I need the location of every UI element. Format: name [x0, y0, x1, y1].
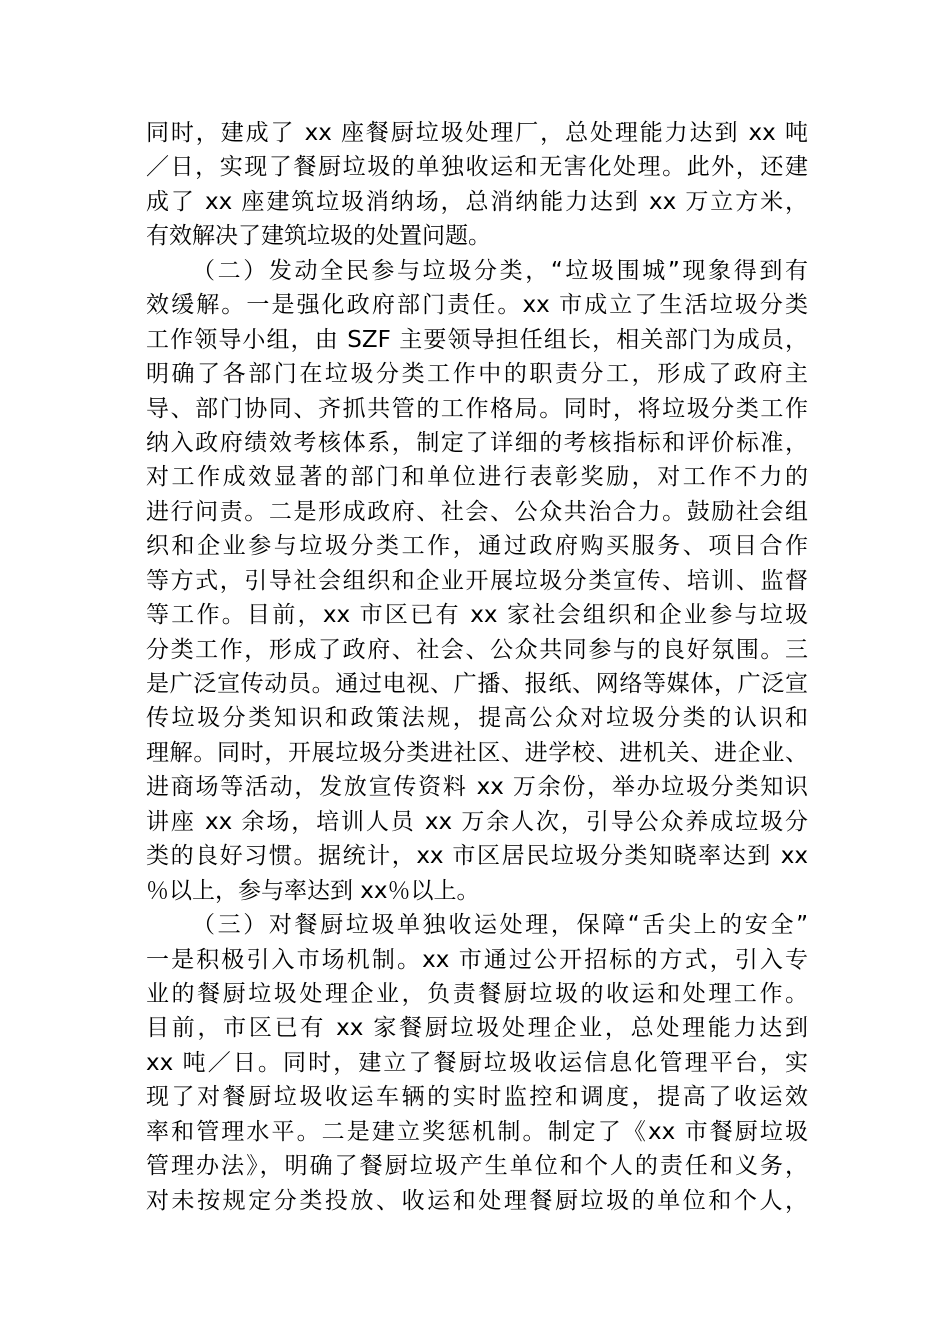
text-line: 织和企业参与垃圾分类工作，通过政府购买服务、项目合作	[146, 533, 808, 560]
text-line: 成了 xx 座建筑垃圾消纳场，总消纳能力达到 xx 万立方米，	[146, 188, 808, 215]
text-line: 分类工作，形成了政府、社会、公众共同参与的良好氛围。三	[146, 636, 808, 663]
text-line: 一是积极引入市场机制。xx 市通过公开招标的方式，引入专	[146, 946, 808, 973]
text-line: 目前，市区已有 xx 家餐厨垃圾处理企业，总处理能力达到	[146, 1015, 808, 1042]
text-line: 现了对餐厨垃圾收运车辆的实时监控和调度，提高了收运效	[146, 1084, 808, 1111]
text-line: 讲座 xx 余场，培训人员 xx 万余人次，引导公众养成垃圾分	[146, 808, 808, 835]
text-line: 进商场等活动，发放宣传资料 xx 万余份，举办垃圾分类知识	[146, 774, 808, 801]
text-line: 业的餐厨垃圾处理企业，负责餐厨垃圾的收运和处理工作。	[146, 980, 808, 1007]
paragraph-3	[146, 908, 808, 1218]
text-line: xx 吨／日。同时，建立了餐厨垃圾收运信息化管理平台，实	[146, 1049, 808, 1076]
paragraph-2	[146, 254, 808, 908]
section-heading-line: （二）发动全民参与垃圾分类，“垃圾围城”现象得到有	[192, 257, 808, 284]
text-line: 同时，建成了 xx 座餐厨垃圾处理厂，总处理能力达到 xx 吨	[146, 120, 808, 146]
text-line: 有效解决了建筑垃圾的处置问题。	[146, 223, 491, 250]
text-line: 工作领导小组，由 SZF 主要领导担任组长，相关部门为成员，	[146, 326, 808, 353]
text-line: 对工作成效显著的部门和单位进行表彰奖励，对工作不力的	[146, 464, 808, 491]
text-line: 对未按规定分类投放、收运和处理餐厨垃圾的单位和个人，	[146, 1187, 808, 1214]
text-line: 效缓解。一是强化政府部门责任。xx 市成立了生活垃圾分类	[146, 292, 808, 319]
text-line: 等方式，引导社会组织和企业开展垃圾分类宣传、培训、监督	[146, 567, 808, 594]
document-page	[146, 116, 808, 1218]
text-line: 等工作。目前，xx 市区已有 xx 家社会组织和企业参与垃圾	[146, 602, 808, 629]
text-line: 率和管理水平。二是建立奖惩机制。制定了《xx 市餐厨垃圾	[146, 1118, 808, 1145]
text-line: 进行问责。二是形成政府、社会、公众共治合力。鼓励社会组	[146, 498, 808, 525]
paragraph-1	[146, 116, 808, 254]
text-line: 是广泛宣传动员。通过电视、广播、报纸、网络等媒体，广泛宣	[146, 671, 808, 697]
text-line: ／日，实现了餐厨垃圾的单独收运和无害化处理。此外，还建	[146, 154, 808, 181]
text-line: 传垃圾分类知识和政策法规，提高公众对垃圾分类的认识和	[146, 705, 808, 732]
text-line: 明确了各部门在垃圾分类工作中的职责分工，形成了政府主	[146, 361, 808, 388]
section-heading-line: （三）对餐厨垃圾单独收运处理，保障“舌尖上的安全”	[192, 912, 808, 939]
text-line: ％以上，参与率达到 xx％以上。	[146, 877, 480, 904]
text-line: 管理办法》，明确了餐厨垃圾产生单位和个人的责任和义务，	[146, 1153, 808, 1180]
text-line: 类的良好习惯。据统计，xx 市区居民垃圾分类知晓率达到 xx	[146, 843, 808, 870]
text-line: 理解。同时，开展垃圾分类进社区、进学校、进机关、进企业、	[146, 739, 808, 766]
text-line: 纳入政府绩效考核体系，制定了详细的考核指标和评价标准，	[146, 429, 808, 456]
text-line: 导、部门协同、齐抓共管的工作格局。同时，将垃圾分类工作	[146, 395, 808, 422]
